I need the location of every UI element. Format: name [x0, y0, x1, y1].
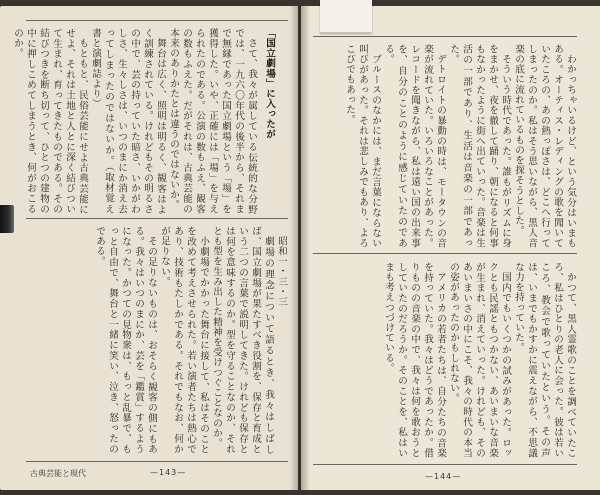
right-page — [301, 6, 600, 490]
top-rule — [26, 20, 288, 21]
paragraph: ブルースのなかには、まだ言葉にならない叫びがあった。それは悲しみでもあり、よろこびでもあった。 — [344, 44, 381, 248]
middle-rule — [313, 253, 577, 254]
paragraph: わかっちゃいるけど、という気分はいまもある。オーティス・レディングの歌を聞いていたころの、あの熱っぽさは、どこへ行ってしまったのか。私はそう思いながら、黒人音楽の底に流れているものを探そうとした。 — [513, 44, 576, 248]
page-number: —144— — [425, 472, 462, 481]
bookmark-tab — [0, 205, 14, 233]
bottom-rule — [26, 461, 288, 462]
paragraph: さて、我々が属している伝統的な分野では、一九六〇年代の後半から、それまで無縁であった国立劇場という「場」を獲得した。いや、正確には「場」を与えられたのである。公演の数もふえ、観客の数もふえた。だがそれは、古典芸能の本来のありかたとは違うのではないか。 — [168, 28, 257, 214]
page-number-value: 143 — [159, 468, 178, 477]
left-lower-text — [26, 226, 288, 454]
paragraph: 昭和一・三・三 — [276, 235, 287, 307]
paragraph: そういう時代であった。誰もがリズムに身をまかせ、夜を徹して踊り、朝になると何事もなかったように街へ出ていった。音楽は生活の一部であり、生活は音楽の一部であった。 — [448, 44, 511, 248]
paragraph: かつて、黒人霊歌のことを調べていたころ、私はひとりの老人に会った。彼は若いころ、教会で歌っていたという。その声は、いまでもかすかに震えながら、不思議な力を持っていた。 — [513, 262, 576, 458]
section-heading: 「国立劇場」に入ったが — [264, 28, 275, 140]
book-gutter — [290, 6, 310, 490]
paragraph: もともと、民俗芸能にせよ古典芸能にせよ、それは土地と人とに深く結びついて生まれ、育ってきたものである。その結びつきを断ち切って、ひとつの建物の中に押しこめてしまうとき、何がおこるのか。 — [12, 28, 88, 214]
left-upper-text — [12, 28, 258, 214]
left-page — [0, 6, 298, 490]
paragraph: 舞台は広く、照明は明るく、観客はよく訓練されている。けれどもその明るさの中で、芸の持っていた暗さ、いかがわしさ、生々しさは、いつのまにか消え去ってしまったのではないか。（取材覚え書と演劇誌より） — [90, 28, 166, 214]
paragraph: 劇場の理念について語るとき、我々はしばしば、国立劇場が果たすべき役割を、保存と育成という二つの言葉で説明してきた。けれども保存とは何を意味するのか。型を守ることなのか、それとも型を生み出した精神を受けつぐことなのか。 — [211, 226, 274, 454]
paragraph: デトロイトの暴動の時は、モータウンの音楽が流れていた。いろいろなことがあった。レコードを聞きながら、私は遠い国の出来事を、自分のことのように感じていたのである。 — [383, 44, 446, 248]
page-number-value: 144 — [434, 472, 453, 481]
paragraph: 国内でもいくつかの試みがあった。ロックとも民謡ともつかない、あいまいな音楽が生まれ、消えていった。けれども、そのあいまいさの中にこそ、我々の時代の本当の姿があったのかもしれない。 — [448, 262, 511, 458]
paper-slip — [320, 0, 372, 33]
paragraph: その足りないものは、おそらく観客の側にもある。我々はいつのまにか、芸を「鑑賞」するようになった。かつての見物衆は、もっと乱暴で、もっと自由で、舞台と一緒に笑い、泣き、怒ったのである。 — [94, 226, 157, 454]
bottom-rule — [313, 464, 577, 465]
running-footer-title: 古典芸能と現代 — [30, 469, 86, 478]
top-rule — [313, 36, 577, 37]
right-lower-text — [315, 262, 577, 458]
page-number: —143— — [150, 468, 187, 477]
paragraph: アメリカの若者たちは、自分たちの音楽を持っていた。我々はどうであったか。借りものの音楽の中で、我々は何を歌おうとしていたのだろうか。そのことを、私はいまも考えつづけている。 — [383, 262, 446, 458]
paragraph: 小劇場でかかった舞台に接して、私はそのことを改めて考えさせられた。若い演者たちは熱心であり、技術もたしかである。それでもなお、何かが足りない。 — [159, 226, 209, 454]
right-upper-text — [315, 44, 577, 248]
middle-rule — [26, 218, 288, 219]
